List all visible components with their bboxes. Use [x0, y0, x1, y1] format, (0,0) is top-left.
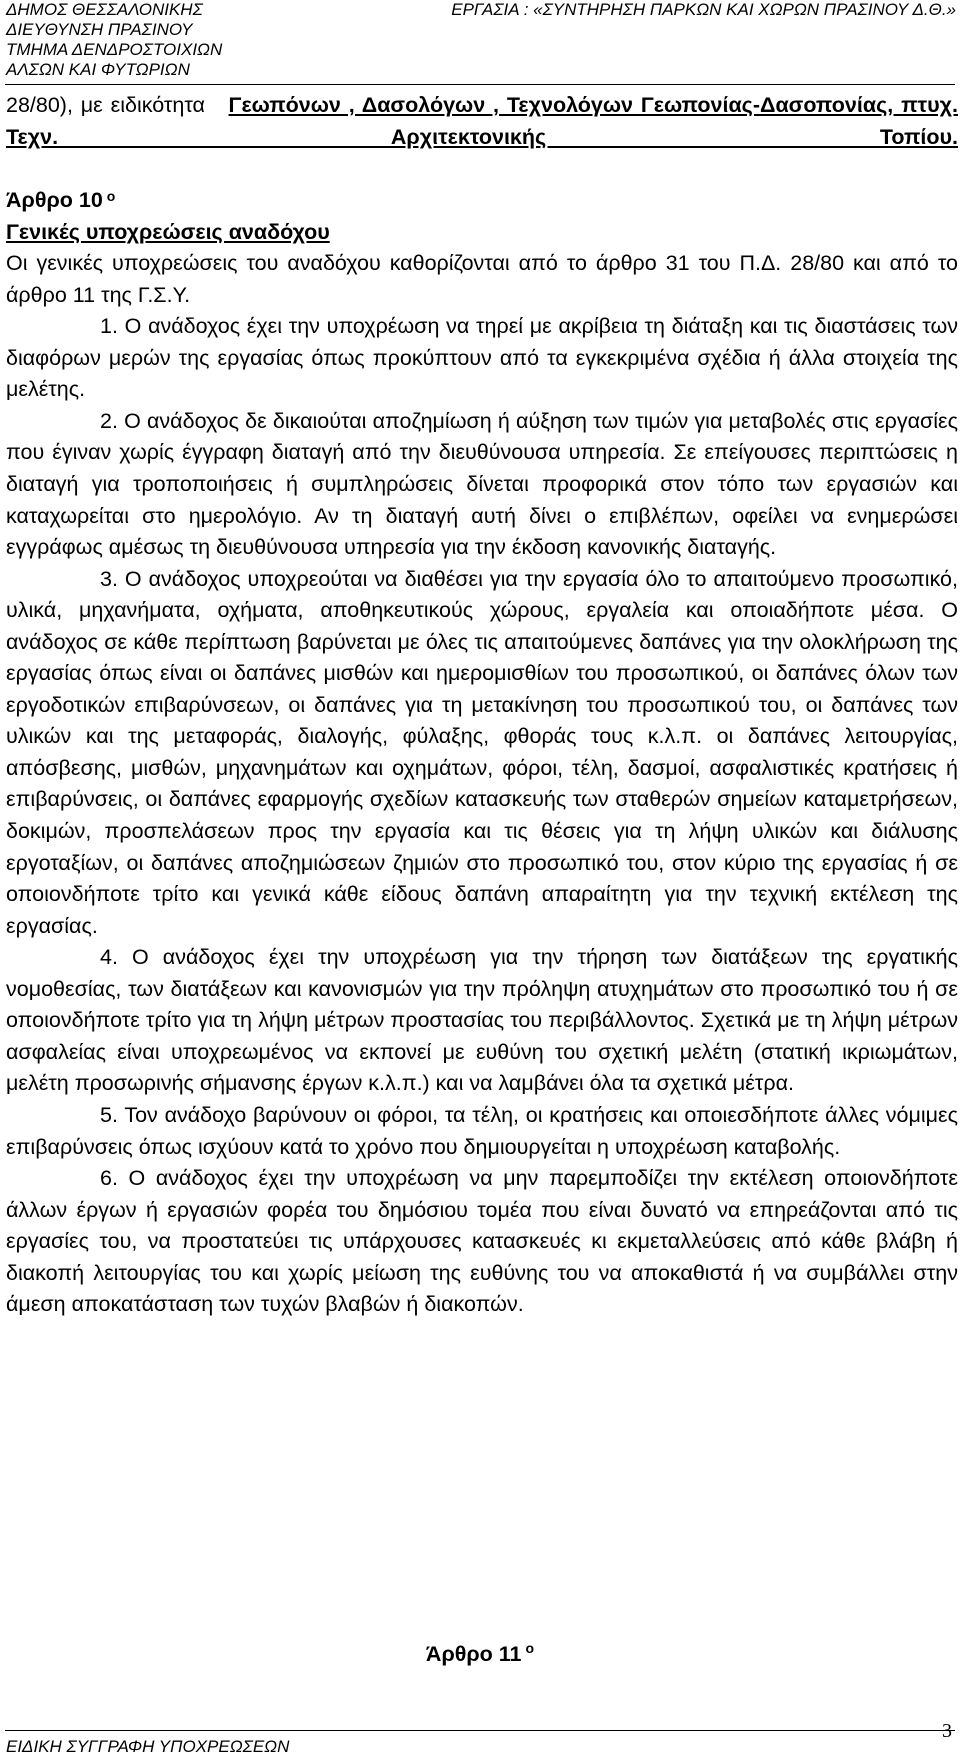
header-project-title: ΕΡΓΑΣΙΑ : «ΣΥΝΤΗΡΗΣΗ ΠΑΡΚΩΝ ΚΑΙ ΧΩΡΩΝ ΠΡΑΣΙΝΟΥ Δ.Θ.»: [451, 0, 956, 19]
header-line: ΔΙΕΥΘΥΝΣΗ ΠΡΑΣΙΝΟΥ: [6, 20, 193, 39]
page-number: 3: [942, 1720, 952, 1742]
article-10-title-ordinal: ο: [106, 188, 116, 205]
document-body: [6, 90, 958, 1321]
article-10-item-4: 4. Ο ανάδοχος έχει την υποχρέωση για την τήρηση των διατάξεων της εργατικής νομοθεσίας, των διατάξεων και κανονισμών για την πρόληψη ατυχημάτων στο προσωπικό του ή σε οποιονδήποτε τρίτο για τη λήψη μέτρων προστασίας του περιβάλλοντος. Σχετικά με τη λήψη μέτρων ασφαλείας είναι υποχρεωμένος να εκπονεί με ευθύνη του σχετική μελέτη (στατική ικριωμάτων, μελέτη προσωρινής σήμανσης έργων κ.λ.π.) και να λαμβάνει όλα τα σχετικά μέτρα.: [6, 945, 958, 1096]
article-10-intro: Οι γενικές υποχρεώσεις του αναδόχου καθορίζονται από το άρθρο 31 του Π.Δ. 28/80 και από το άρθρο 11 της Γ.Σ.Υ.: [6, 251, 958, 307]
footer-document-type: ΕΙΔΙΚΗ ΣΥΓΓΡΑΦΗ ΥΠΟΧΡΕΩΣΕΩΝ: [6, 1737, 290, 1756]
header-line: ΤΜΗΜΑ ΔΕΝΔΡΟΣΤΟΙΧΙΩΝ: [6, 40, 223, 59]
header-line: ΔΗΜΟΣ ΘΕΣΣΑΛΟΝΙΚΗΣ: [6, 0, 203, 19]
intro-prefix: 28/80), με ειδικότητα: [6, 93, 205, 117]
article-10-item-3: 3. Ο ανάδοχος υποχρεούται να διαθέσει για την εργασία όλο το απαιτούμενο προσωπικό, υλικά, μηχανήματα, οχήματα, αποθηκευτικούς χώρους, εργαλεία και οποιαδήποτε μέσα. Ο ανάδοχος σε κάθε περίπτωση βαρύνεται με όλες τις απαιτούμενες δαπάνες για την ολοκλήρωση της εργασίας όπως είναι οι δαπάνες μισθών και ημερομισθίων του προσωπικού, οι δαπάνες όλων των εργοδοτικών επιβαρύνσεων, οι δαπάνες για τη μετακίνηση του προσωπικού του, οι δαπάνες των υλικών και της μεταφοράς, διαλογής, φύλαξης, φθοράς τους κ.λ.π. οι δαπάνες λειτουργίας, απόσβεσης, μισθών, μηχανημάτων και οχημάτων, φόροι, τέλη, δασμοί, ασφαλιστικές κρατήσεις ή επιβαρύνσεις, οι δαπάνες εφαρμογής σχεδίων κατασκευής των σταθερών σημείων καταμετρήσεων, δοκιμών, προσπελάσεων προς την εργασία και τις θέσεις για τη λήψη υλικών και διάλυσης εργοταξίων, οι δαπάνες αποζημιώσεων ζημιών στο προσωπικό του, στον κύριο της εργασίας ή σε οποιονδήποτε τρίτο και γενικά κάθε είδους δαπάνη απαραίτητη για την τεχνική εκτέλεση της εργασίας.: [6, 566, 958, 938]
article-10-title: [6, 185, 958, 217]
article-11-title-ordinal: ο: [525, 1640, 535, 1656]
intro-paragraph: [6, 90, 958, 153]
header-divider: [5, 84, 955, 85]
article-10-subtitle: Γενικές υποχρεώσεις αναδόχου: [6, 219, 330, 244]
article-10-item-2: 2. Ο ανάδοχος δε δικαιούται αποζημίωση ή αύξηση των τιμών για μεταβολές στις εργασίες που έγιναν χωρίς έγγραφη διαταγή από την διευθύνουσα υπηρεσία. Σε επείγουσες περιπτώσεις η διαταγή για τροποποιήσεις ή συμπληρώσεις δίνεται προφορικά στον τόπο των εργασιών και καταχωρείται στο ημερολόγιο. Αν τη διαταγή αυτή δίνει ο επιβλέπων, οφείλει να ενημερώσει εγγράφως αμέσως τη διευθύνουσα υπηρεσία για την έκδοση κανονικής διαταγής.: [6, 408, 958, 560]
spacer: [6, 153, 958, 185]
footer-divider: [5, 1730, 955, 1731]
article-10-item-5: 5. Τον ανάδοχο βαρύνουν οι φόροι, τα τέλη, οι κρατήσεις και οποιεσδήποτε άλλες νόμιμες επιβαρύνσεις όπως ισχύουν κατά το χρόνο που δημιουργείται η υποχρέωση καταβολής.: [6, 1102, 958, 1159]
article-10-item-1: 1. Ο ανάδοχος έχει την υποχρέωση να τηρεί με ακρίβεια τη διάταξη και τις διαστάσεις των διαφόρων μερών της εργασίας όπως προκύπτουν από τα εγκεκριμένα σχέδια ή άλλα στοιχεία της μελέτης.: [6, 314, 958, 402]
article-10-item-6: 6. Ο ανάδοχος έχει την υποχρέωση να μην παρεμποδίζει την εκτέλεση οποιονδήποτε άλλων έργων ή εργασιών φορέα του δημόσιου τομέα που είναι δυνατό να επηρεάζονται από τις εργασίες του, να προστατεύει τις υπάρχουσες κατασκευές κι εκμεταλλεύσεις από κάθε βλάβη ή διακοπή λειτουργίας του και χωρίς μείωση της ευθύνης του να αποκαθιστά ή να συμβάλλει στην άμεση αποκατάσταση των τυχών βλαβών ή διακοπών.: [6, 1166, 958, 1317]
header-organization: [6, 0, 222, 80]
article-11-title-text: Άρθρο 11: [425, 1642, 522, 1666]
intro-specialties: Γεωπόνων , Δασολόγων , Τεχνολόγων Γεωπονίας-Δασοπονίας, πτυχ. Τεχν. Αρχιτεκτονικής Τοπίου.: [6, 93, 958, 149]
article-10-title-text: Άρθρο 10: [6, 188, 103, 213]
article-11-title: [0, 1642, 960, 1667]
header-line: ΑΛΣΩΝ ΚΑΙ ΦΥΤΩΡΙΩΝ: [6, 60, 190, 79]
